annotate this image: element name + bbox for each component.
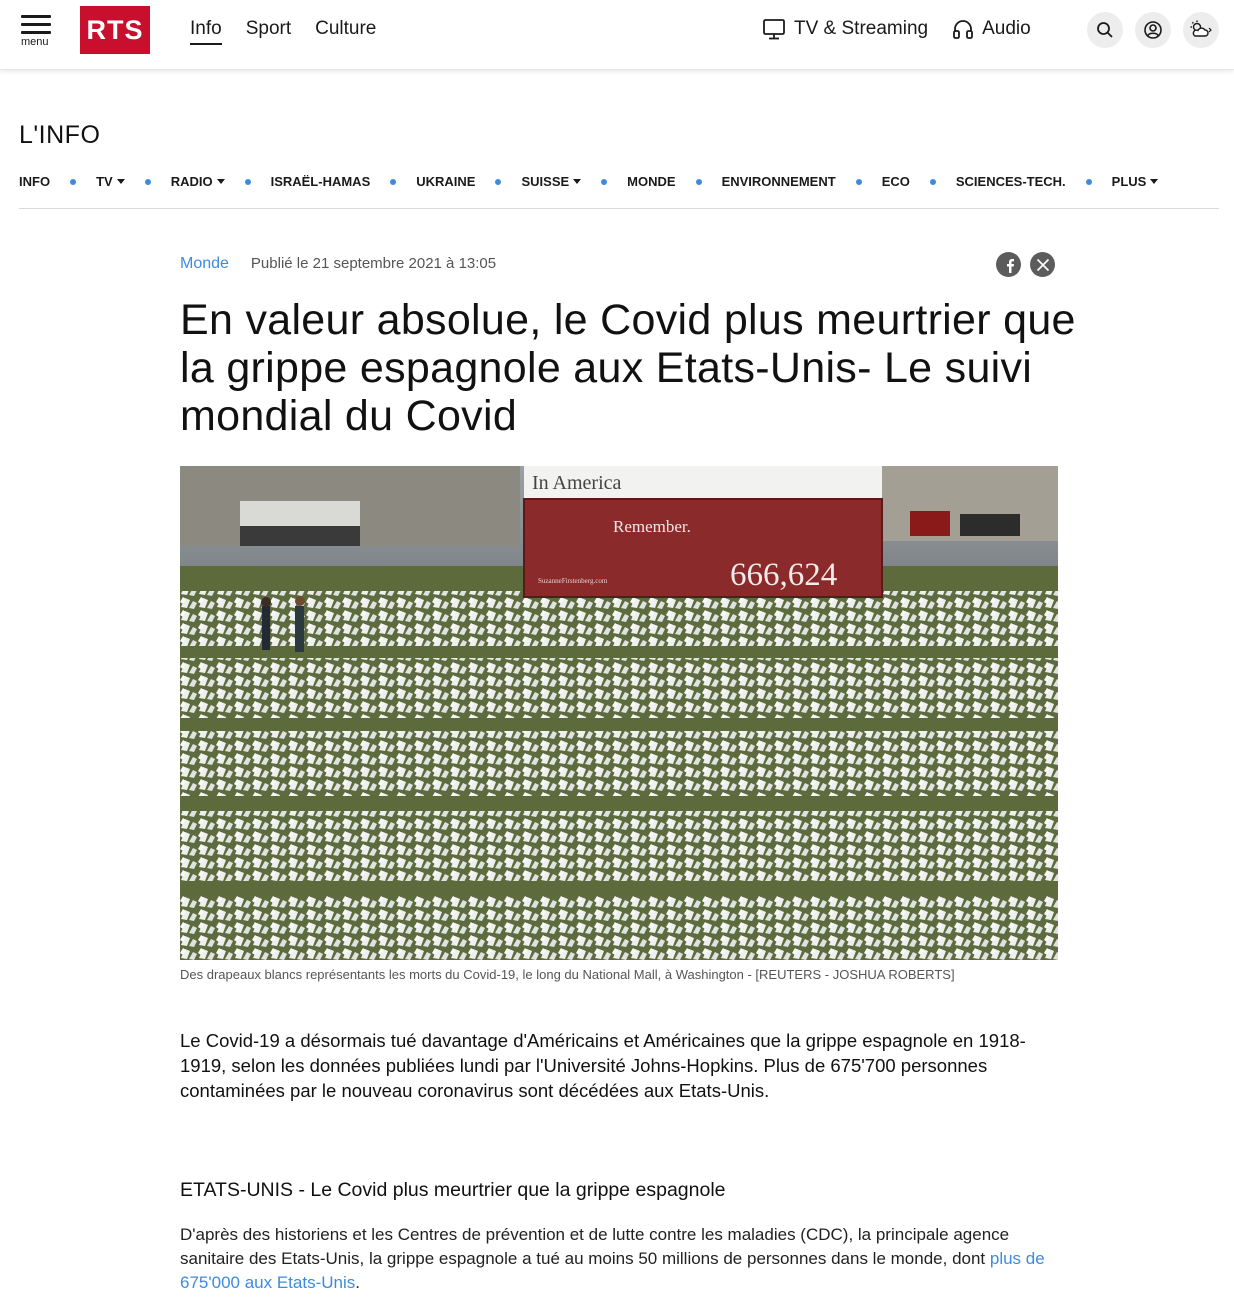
section-title: L'INFO xyxy=(19,121,101,149)
menu-label: menu xyxy=(21,36,49,48)
nav-sport[interactable]: Sport xyxy=(245,18,292,39)
subnav-environnement[interactable] xyxy=(722,174,836,189)
audio-label: Audio xyxy=(982,18,1031,39)
subnav-label: SUISSE xyxy=(521,174,570,189)
subnav-label: UKRAINE xyxy=(416,174,476,189)
account-button[interactable] xyxy=(1135,12,1171,48)
facebook-icon xyxy=(1002,257,1016,273)
subnav-ukraine[interactable] xyxy=(416,174,475,189)
publish-date: Publié le 21 septembre 2021 à 13:05 xyxy=(250,255,497,272)
nav-culture[interactable]: Culture xyxy=(315,18,377,39)
article-title: En valeur absolue, le Covid plus meurtrier que la grippe espagnole aux Etats-Unis- Le suivi mondial du Covid xyxy=(180,296,1076,440)
sign-credit: SuzanneFirstenberg.com xyxy=(538,577,608,585)
tv-streaming-label: TV & Streaming xyxy=(794,18,929,39)
body-text: D'après des historiens et les Centres de prévention et de lutte contre les maladies (CDC), la principale agence sanitaire des Etats-Unis, la grippe espagnole a tué au moins 50 millions de personnes dans le monde, dont xyxy=(180,1225,1010,1268)
separator-dot xyxy=(390,179,396,185)
x-icon xyxy=(1036,258,1050,272)
separator-dot xyxy=(856,179,862,185)
article-subheading: ETATS-UNIS - Le Covid plus meurtrier que la grippe espagnole xyxy=(180,1179,726,1201)
subnav-label: SCIENCES-TECH. xyxy=(955,174,1066,189)
body-link[interactable]: plus de 675'000 aux Etats-Unis xyxy=(180,1249,1045,1292)
article-body xyxy=(180,1223,1058,1295)
subnav-label: ECO xyxy=(881,174,910,189)
subnav-tv[interactable] xyxy=(96,174,125,189)
subnav-label: TV xyxy=(96,174,113,189)
subnav-suisse[interactable] xyxy=(521,174,581,189)
separator-dot xyxy=(1086,179,1092,185)
subnav-sciences-tech[interactable] xyxy=(956,174,1066,189)
headphones-icon xyxy=(952,18,974,40)
sign-subtitle: Remember. xyxy=(613,517,691,536)
article-photo[interactable] xyxy=(180,466,1058,960)
subnav-radio[interactable] xyxy=(171,174,225,189)
caret-down-icon xyxy=(117,179,125,184)
share-facebook-button[interactable] xyxy=(996,252,1021,277)
subnav-label: MONDE xyxy=(627,174,676,189)
separator-dot xyxy=(245,179,251,185)
sign-heading: In America xyxy=(532,472,622,494)
subnav-eco[interactable] xyxy=(882,174,910,189)
tv-icon xyxy=(762,18,786,40)
caret-down-icon xyxy=(217,179,225,184)
subnav-plus[interactable] xyxy=(1112,174,1159,189)
tv-streaming-link[interactable] xyxy=(762,18,928,40)
subnav-label: RADIO xyxy=(170,174,213,189)
section-subnav xyxy=(19,174,1219,189)
weather-icon xyxy=(1189,20,1213,40)
subnav-label: INFO xyxy=(19,174,51,189)
nav-info[interactable]: Info xyxy=(190,18,222,45)
separator-dot xyxy=(70,179,76,185)
photo-caption: Des drapeaux blancs représentants les morts du Covid-19, le long du National Mall, à Washington - [REUTERS - JOSHUA ROBERTS] xyxy=(180,967,955,982)
menu-button[interactable] xyxy=(18,12,56,50)
subnav-label: PLUS xyxy=(1111,174,1147,189)
user-icon xyxy=(1143,20,1163,40)
article-meta xyxy=(180,255,496,273)
media-nav xyxy=(762,18,1031,40)
weather-button[interactable] xyxy=(1183,12,1219,48)
category-link[interactable]: Monde xyxy=(180,255,229,272)
caret-down-icon xyxy=(1150,179,1158,184)
search-icon xyxy=(1096,21,1114,39)
rts-logo[interactable]: RTS xyxy=(80,6,150,54)
audio-link[interactable] xyxy=(952,18,1031,40)
article-lead: Le Covid-19 a désormais tué davantage d'Américains et Américaines que la grippe espagnole en 1918-1919, selon les données publiées lundi par l'Université Johns-Hopkins. Plus de 675'700 personnes contaminées par le nouveau coronavirus sont décédées aux Etats-Unis. xyxy=(180,1030,1026,1101)
subnav-info[interactable] xyxy=(19,174,50,189)
subnav-israel-hamas[interactable] xyxy=(271,174,371,189)
main-nav xyxy=(190,18,376,45)
subnav-label: ENVIRONNEMENT xyxy=(721,174,836,189)
separator-dot xyxy=(495,179,501,185)
separator-dot xyxy=(145,179,151,185)
separator-dot xyxy=(696,179,702,185)
caret-down-icon xyxy=(573,179,581,184)
sign-number: 666,624 xyxy=(730,557,838,593)
body-end: . xyxy=(355,1273,360,1292)
separator-dot xyxy=(601,179,607,185)
divider xyxy=(19,208,1219,209)
separator-dot xyxy=(930,179,936,185)
subnav-monde[interactable] xyxy=(627,174,675,189)
share-x-button[interactable] xyxy=(1030,252,1055,277)
top-bar xyxy=(0,0,1234,70)
search-button[interactable] xyxy=(1087,12,1123,48)
subnav-label: ISRAËL-HAMAS xyxy=(270,174,371,189)
photo-white-flags xyxy=(180,466,1058,960)
